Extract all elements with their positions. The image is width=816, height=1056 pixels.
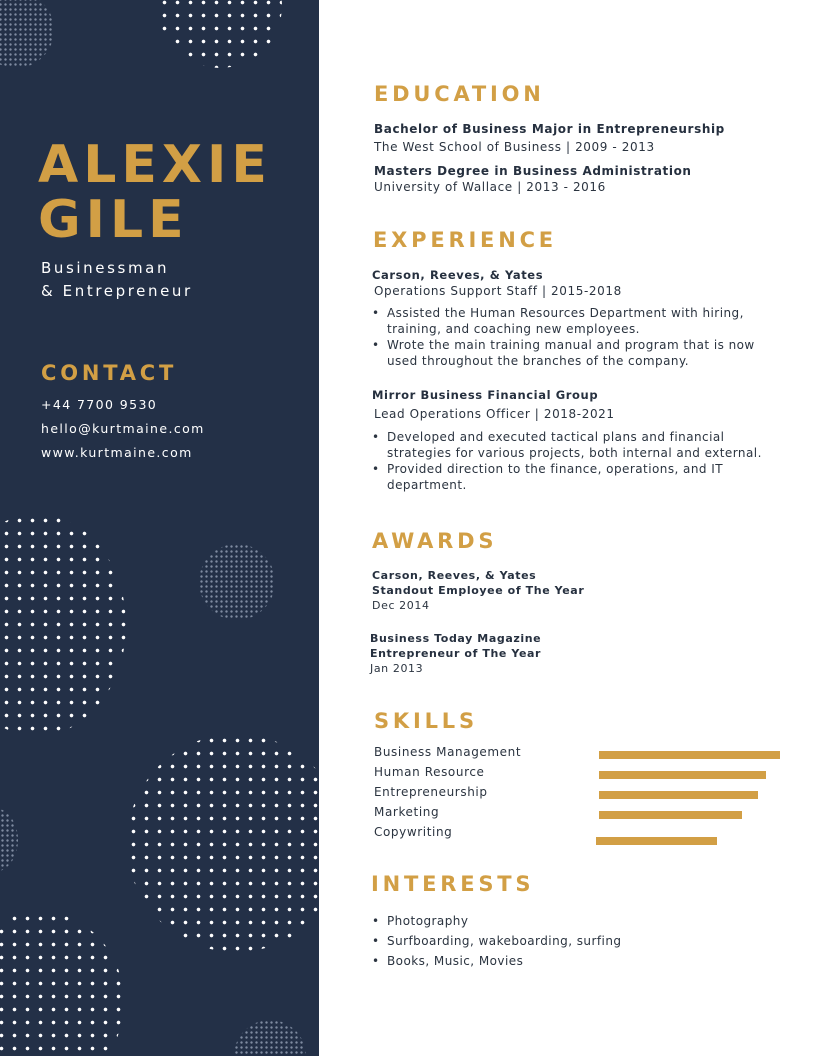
education-school: University of Wallace | 2013 - 2016 xyxy=(374,180,606,194)
award-org: Carson, Reeves, & Yates xyxy=(372,569,537,582)
job-company: Mirror Business Financial Group xyxy=(372,388,599,402)
interests-heading: INTERESTS xyxy=(371,872,535,896)
dot-pattern-decoration xyxy=(234,1020,306,1056)
dot-pattern-decoration xyxy=(158,0,282,68)
list-item: • Surfboarding, wakeboarding, surfing xyxy=(372,931,752,951)
education-heading: EDUCATION xyxy=(374,82,545,106)
dot-pattern-decoration xyxy=(127,734,319,952)
contact-email[interactable]: hello@kurtmaine.com xyxy=(41,421,205,436)
list-item: • Developed and executed tactical plans and financial strategies for various projects, both internal and external. xyxy=(372,429,772,461)
job-position: Lead Operations Officer | 2018-2021 xyxy=(374,407,615,421)
job-company: Carson, Reeves, & Yates xyxy=(372,268,544,282)
role-line-2: & Entrepreneur xyxy=(41,282,193,300)
award-date: Dec 2014 xyxy=(372,599,430,612)
skill-name: Human Resource xyxy=(374,765,485,779)
job-bullets xyxy=(372,429,772,493)
job-title xyxy=(41,257,193,303)
skill-name: Marketing xyxy=(374,805,440,819)
list-item: • Wrote the main training manual and program that is now used throughout the branches of the company. xyxy=(372,337,782,369)
skill-level-bar xyxy=(599,791,758,799)
skill-level-bar xyxy=(596,837,717,845)
award-title: Standout Employee of The Year xyxy=(372,584,585,597)
award-date: Jan 2013 xyxy=(370,662,424,675)
education-degree: Bachelor of Business Major in Entrepreneurship xyxy=(374,122,725,136)
skill-name: Business Management xyxy=(374,745,522,759)
dot-pattern-decoration xyxy=(0,808,18,872)
role-line-1: Businessman xyxy=(41,259,170,277)
contact-website[interactable]: www.kurtmaine.com xyxy=(41,445,193,460)
job-bullets xyxy=(372,305,782,369)
contact-phone[interactable]: +44 7700 9530 xyxy=(41,397,158,412)
dot-pattern-decoration xyxy=(0,0,54,68)
dot-pattern-decoration xyxy=(0,514,126,736)
candidate-name xyxy=(38,135,272,250)
education-school: The West School of Business | 2009 - 2013 xyxy=(374,140,655,154)
interests-list xyxy=(372,911,752,971)
skills-heading: SKILLS xyxy=(374,709,478,733)
list-item: • Photography xyxy=(372,911,752,931)
contact-heading: CONTACT xyxy=(41,361,178,385)
job-position: Operations Support Staff | 2015-2018 xyxy=(374,284,622,298)
skill-level-bar xyxy=(599,751,780,759)
sidebar xyxy=(0,0,319,1056)
skill-level-bar xyxy=(599,811,742,819)
list-item: • Provided direction to the finance, operations, and IT department. xyxy=(372,461,772,493)
education-degree: Masters Degree in Business Administration xyxy=(374,164,692,178)
last-name: GILE xyxy=(38,190,189,250)
dot-pattern-decoration xyxy=(0,912,124,1056)
dot-pattern-decoration xyxy=(199,544,275,620)
skill-name: Entrepreneurship xyxy=(374,785,488,799)
list-item: • Assisted the Human Resources Department with hiring, training, and coaching new employees. xyxy=(372,305,782,337)
award-org: Business Today Magazine xyxy=(370,632,542,645)
skill-level-bar xyxy=(599,771,766,779)
awards-heading: AWARDS xyxy=(372,529,498,553)
award-title: Entrepreneur of The Year xyxy=(370,647,542,660)
list-item: • Books, Music, Movies xyxy=(372,951,752,971)
first-name: ALEXIE xyxy=(38,135,272,195)
experience-heading: EXPERIENCE xyxy=(373,228,557,252)
skill-name: Copywriting xyxy=(374,825,453,839)
